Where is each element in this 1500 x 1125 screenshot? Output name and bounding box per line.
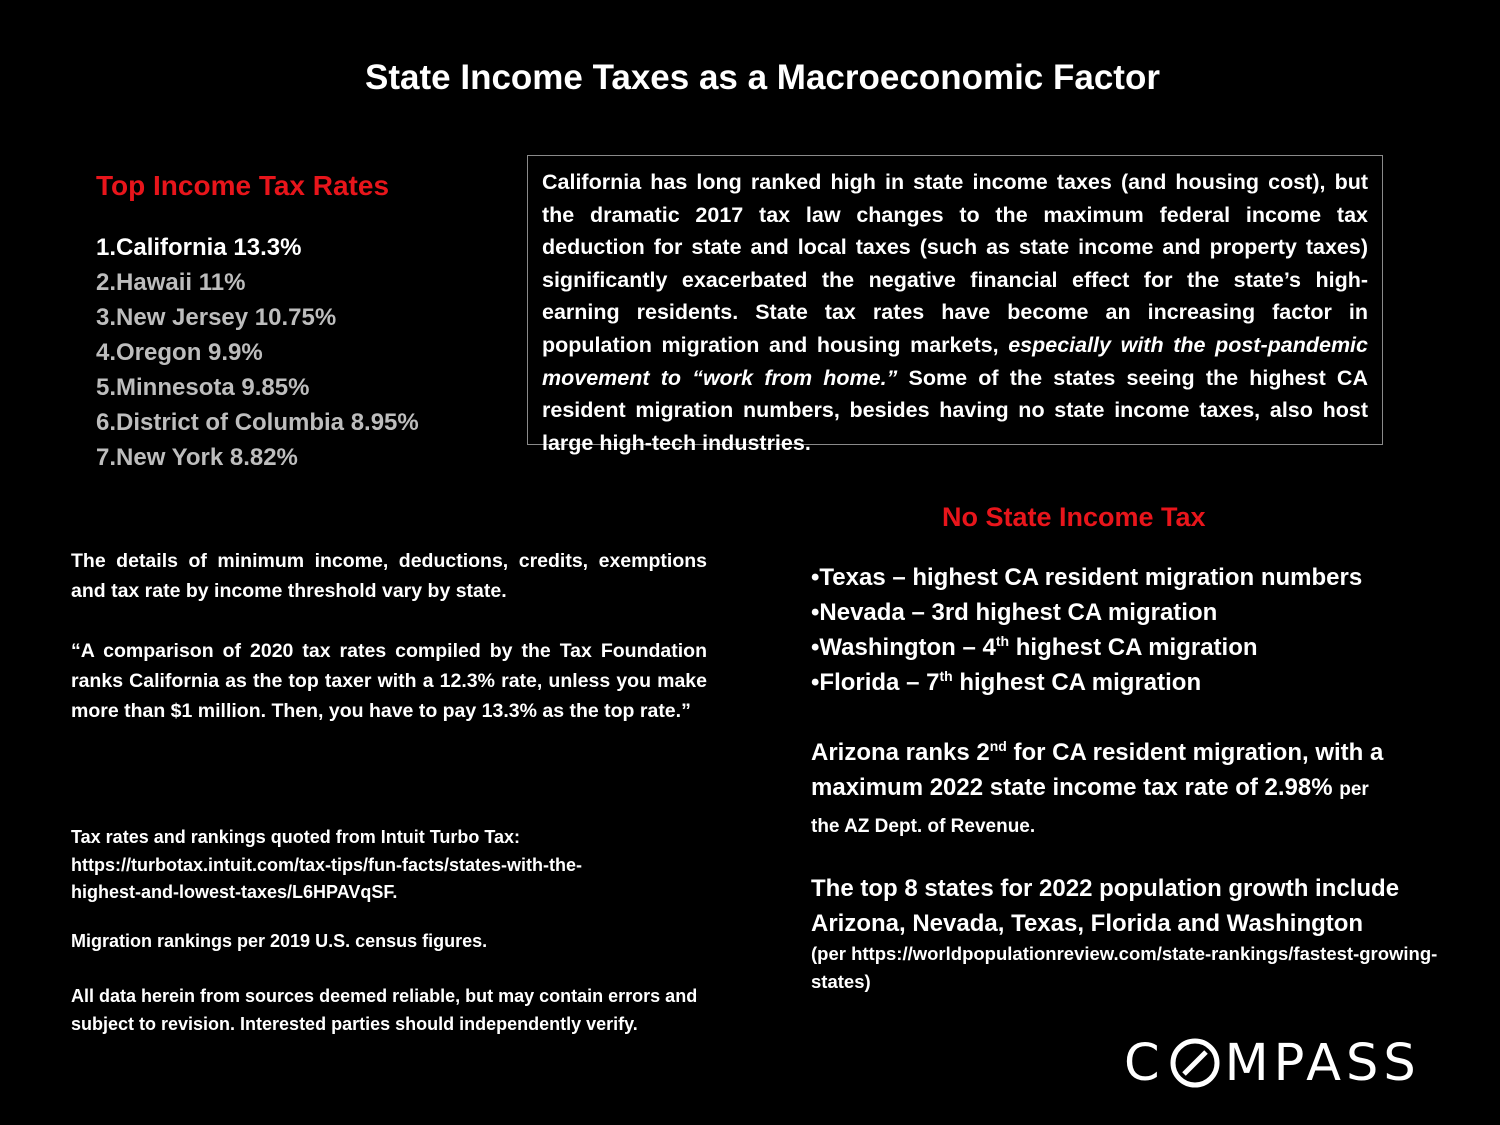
no-tax-state-item: •Florida – 7th highest CA migration (811, 668, 1202, 696)
rate-item: 7.New York 8.82% (96, 444, 298, 471)
summary-text-italic: especially with the post-pandemic movement to “work from home.” (542, 332, 1368, 390)
california-summary-box (527, 155, 1383, 455)
rate-item: 2.Hawaii 11% (96, 269, 246, 296)
rate-item: 6.District of Columbia 8.95% (96, 409, 419, 436)
no-state-tax-heading: No State Income Tax (942, 502, 1206, 532)
details-paragraph: The details of minimum income, deductions, credits, exemptions and tax rate by income threshold vary by state. (71, 550, 707, 602)
disclaimer: All data herein from sources deemed reliable, but may contain errors and subject to revision. Interested parties should independently verify. (71, 986, 698, 1034)
summary-text-a: California has long ranked high in state income taxes (and housing cost), but the dramatic 2017 tax law changes to the maximum federal income tax deduction for state and local taxes (such as state income and property taxes) significantly exacerbated the negative financial effect for the state’s high-earning residents. State tax rates have become an increasing factor in population migration and housing markets, (542, 170, 1368, 357)
top-rates-list (96, 230, 419, 475)
compass-o-icon (1169, 1037, 1221, 1089)
population-growth-source: (per https://worldpopulationreview.com/state-rankings/fastest-growing-states) (811, 943, 1438, 992)
source-label: Tax rates and rankings quoted from Intuit Turbo Tax: (71, 827, 521, 847)
logo-letters-mpass: MPASS (1224, 1033, 1421, 1093)
source-note (71, 824, 711, 907)
no-tax-state-item: •Texas – highest CA resident migration numbers (811, 564, 1363, 591)
rate-item: 5.Minnesota 9.85% (96, 374, 310, 401)
arizona-paragraph: Arizona ranks 2nd for CA resident migration, with a maximum 2022 state income tax rate of 2.98% per the AZ Dept. of Revenue. (811, 738, 1384, 837)
no-tax-state-item: •Washington – 4th highest CA migration (811, 633, 1258, 661)
population-growth-paragraph: The top 8 states for 2022 population growth include Arizona, Nevada, Texas, Florida and Washington (811, 875, 1400, 937)
tax-foundation-quote: “A comparison of 2020 tax rates compiled by the Tax Foundation ranks California as the top taxer with a 12.3% rate, unless you make more than $1 million. Then, you have to pay 13.3% as the top rate.” (71, 640, 707, 722)
source-url-line-1: https://turbotax.intuit.com/tax-tips/fun-facts/states-with-the- (71, 854, 582, 875)
migration-note: Migration rankings per 2019 U.S. census figures. (71, 931, 488, 951)
top-rates-heading: Top Income Tax Rates (96, 170, 390, 201)
source-url-line-2: highest-and-lowest-taxes/L6HPAVqSF. (71, 882, 398, 902)
no-state-tax-list (811, 560, 1362, 700)
compass-logo (1124, 1033, 1421, 1093)
page-title: State Income Taxes as a Macroeconomic Factor (365, 58, 1160, 97)
rate-item: 3.New Jersey 10.75% (96, 304, 337, 331)
logo-letter-c: C (1124, 1033, 1165, 1093)
rate-item: 4.Oregon 9.9% (96, 339, 263, 366)
rate-item: 1.California 13.3% (96, 234, 302, 261)
summary-text-b: Some of the states seeing the highest CA resident migration numbers, besides having no state income taxes, also host large high-tech industries. (542, 365, 1368, 455)
no-tax-state-item: •Nevada – 3rd highest CA migration (811, 599, 1218, 626)
